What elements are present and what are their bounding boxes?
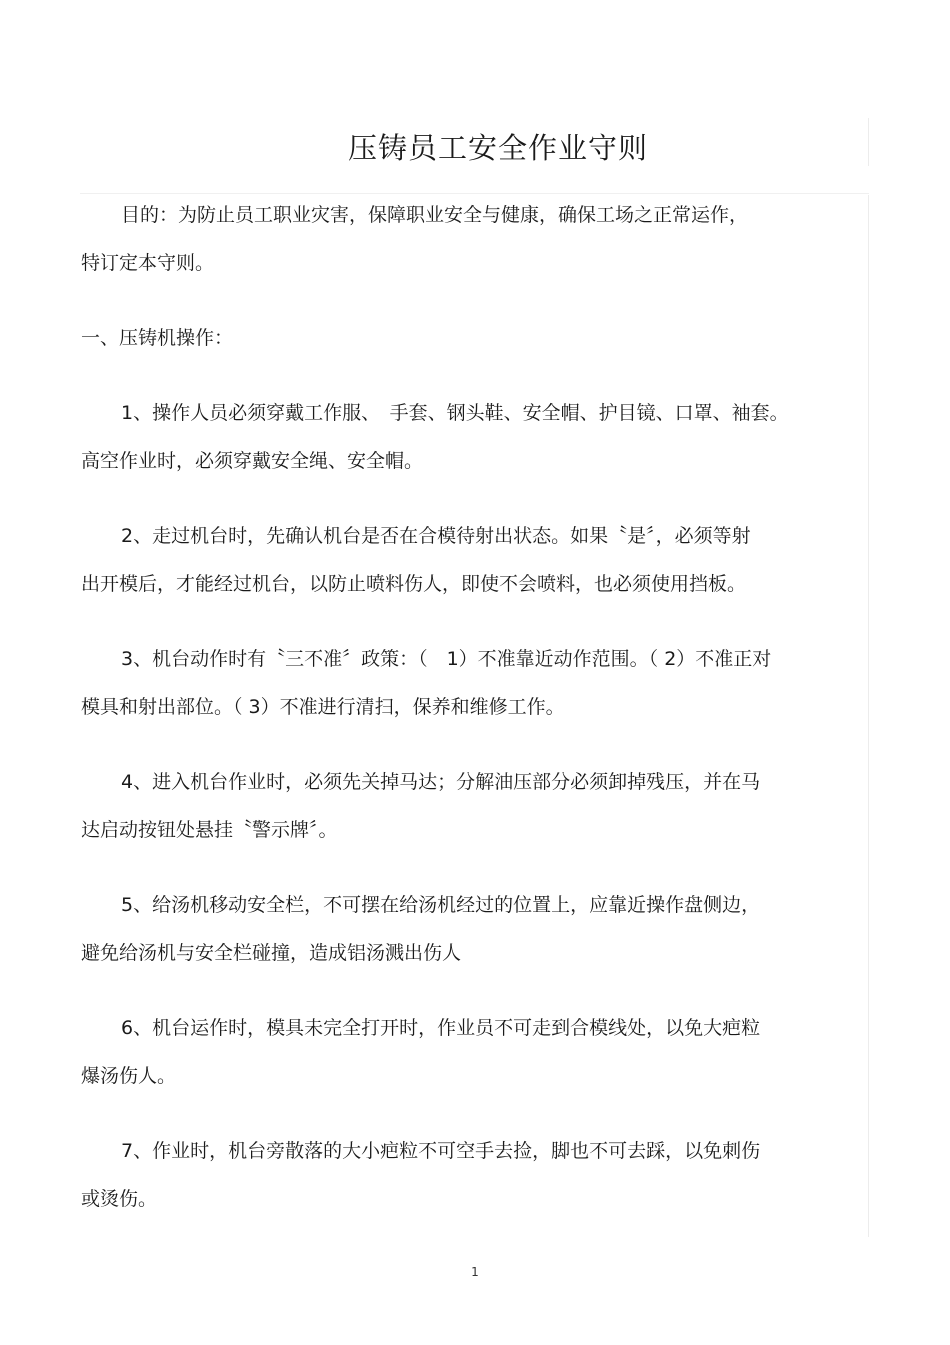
paragraph-line: 出开模后，才能经过机台，以防止喷料伤人，即使不会喷料，也必须使用挡板。 (81, 573, 747, 595)
rule-item-7 (81, 1139, 871, 1212)
section-heading (81, 326, 871, 351)
paragraph-line: 爆汤伤人。 (81, 1065, 177, 1087)
paragraph-line: 模具和射出部位。（ 3）不准进行清扫，保养和维修工作。 (81, 696, 565, 718)
paragraph-line: 避免给汤机与安全栏碰撞，造成铝汤溅出伤人 (81, 942, 462, 964)
paragraph-line: 6、机台运作时，模具未完全打开时，作业员不可走到合模线处，以免大疤粒 (121, 1017, 761, 1039)
paragraph-line: 达启动按钮处悬挂〝警示牌〞。 (81, 819, 338, 841)
rule-item-4 (81, 770, 871, 843)
paragraph-line: 高空作业时，必须穿戴安全绳、安全帽。 (81, 450, 424, 472)
rule-item-1 (81, 401, 871, 474)
paragraph-line: 3、机台动作时有〝三不准〞政策：（ 1）不准靠近动作范围。（ 2）不准正对 (121, 648, 772, 670)
purpose-paragraph (81, 203, 871, 276)
paragraph-line: 目的：为防止员工职业灾害，保障职业安全与健康，确保工场之正常运作， (121, 204, 749, 226)
rule-item-5 (81, 893, 871, 966)
paragraph-line: 2、走过机台时，先确认机台是否在合模待射出状态。如果〝是〞，必须等射 (121, 525, 751, 547)
rule-item-2 (81, 524, 871, 597)
paragraph-line: 或烫伤。 (81, 1188, 158, 1210)
section-heading-text: 一、压铸机操作： (81, 327, 234, 349)
header-rule (80, 193, 869, 194)
rule-item-3 (81, 647, 871, 720)
page-number: 1 (471, 1265, 479, 1279)
paragraph-line: 特订定本守则。 (81, 252, 215, 274)
paragraph-line: 5、给汤机移动安全栏，不可摆在给汤机经过的位置上，应靠近操作盘侧边， (121, 894, 761, 916)
rule-item-6 (81, 1016, 871, 1089)
document-body (81, 203, 871, 1212)
paragraph-line: 7、作业时，机台旁散落的大小疤粒不可空手去捡，脚也不可去踩，以免刺伤 (121, 1140, 761, 1162)
document-title: 压铸员工安全作业守则 (347, 131, 648, 165)
paragraph-line: 1、操作人员必须穿戴工作服、 手套、钢头鞋、安全帽、护目镜、口罩、袖套。 (121, 402, 789, 424)
paragraph-line: 4、进入机台作业时，必须先关掉马达；分解油压部分必须卸掉残压，并在马 (121, 771, 761, 793)
